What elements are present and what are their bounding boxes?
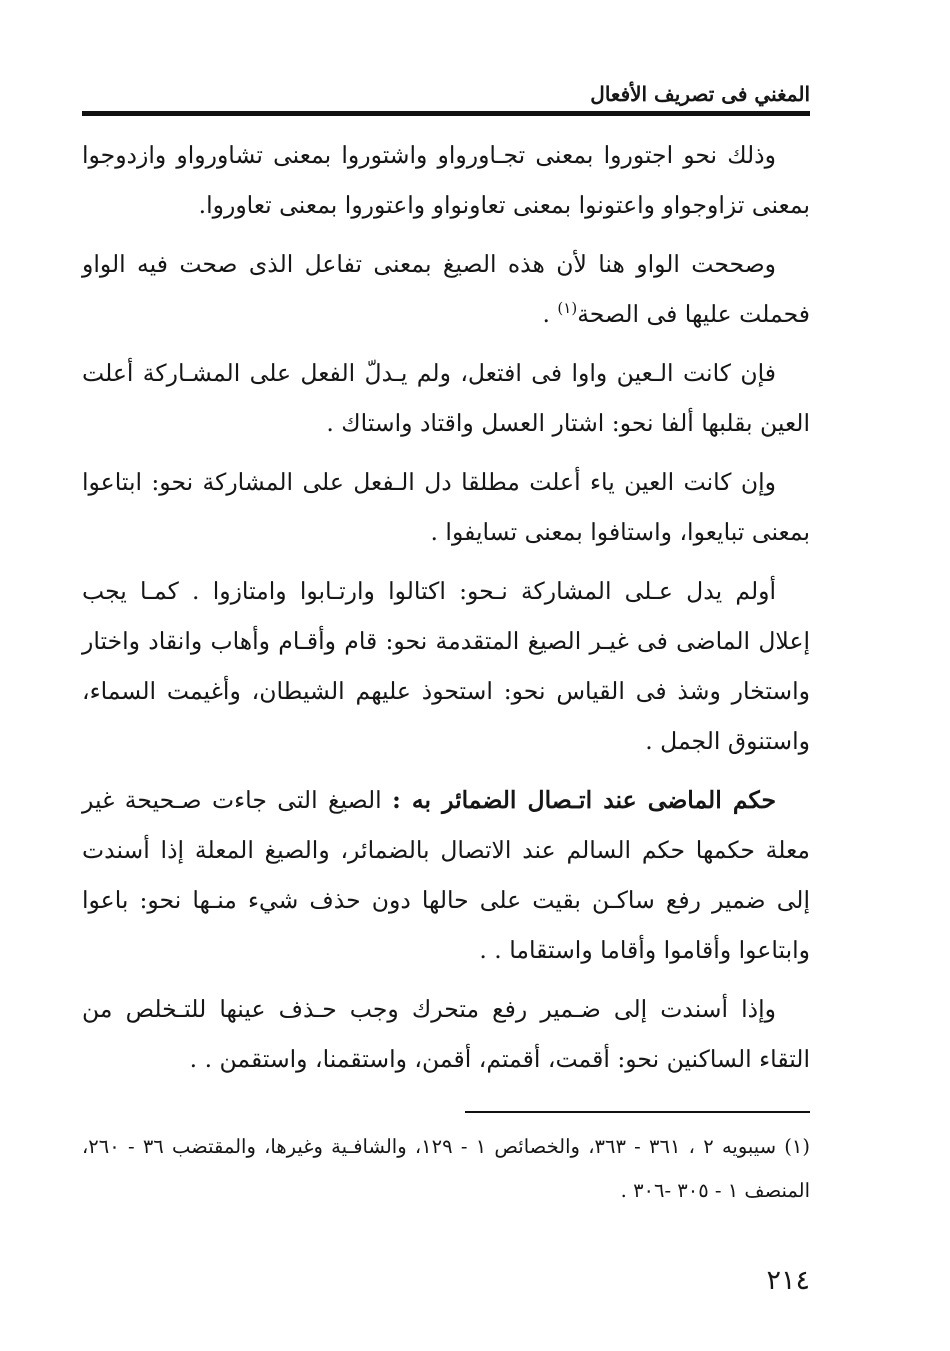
header-rule	[82, 111, 810, 116]
paragraph-3: فإن كانت الـعين واوا فى افتعل، ولم يـدلّ الفعل على المشـاركة أعلت العين بقلبها ألفا نحو: اشتار العسل واقتاد واستاك .	[82, 359, 810, 437]
section-heading: حكم الماضى عند اتـصال الضمائر به :	[392, 786, 776, 814]
page-number: ٢١٤	[766, 1265, 810, 1296]
footnote-reference: (١)	[557, 299, 578, 318]
paragraph-4: وإن كانت العين ياء أعلت مطلقا دل الـفعل على المشاركة نحو: ابتاعوا بمعنى تبايعوا، واستافوا بمعنى تسايفوا .	[82, 468, 810, 546]
paragraph-6	[82, 775, 810, 975]
running-header: المغني فى تصريف الأفعال	[590, 82, 810, 106]
paragraph-5: أولم يدل عـلى المشاركة نـحو: اكتالوا وارتـابوا وامتازوا . كمـا يجب إعلال الماضى فى غيـر الصيغ المتقدمة نحو: قام وأقـام وأهاب وانقاد واختار واستخار وشذ فى القياس نحو: استحوذ عليهم الشيطان، وأغيمت السماء، واستنوق الجمل .	[82, 577, 810, 755]
paragraph-7: وإذا أسندت إلى ضـمير رفع متحرك وجب حـذف عينها للتـخلص من التقاء الساكنين نحو: أقمت، أقمتم، أقمن، واستقمنا، واستقمن . .	[82, 995, 810, 1073]
body-text	[82, 130, 810, 1084]
paragraph-6-text: الصيغ التى جاءت صـحيحة غير معلة حكمها حكم السالم عند الاتصال بالضمائر، والصيغ المعلة إذا أسندت إلى ضمير رفع ساكـن بقيت على حالها دون حذف شيء منـها نحو: باعوا وابتاعوا وأقاموا وأقاما واستقاما . .	[82, 786, 810, 964]
footnote: (١) سيبويه ٢ ، ٣٦١ - ٣٦٣، والخصائص ١ - ١٢٩، والشافـية وغيرها، والمقتضب ٣٦ - ٢٦٠، المنصف ١ - ٣٠٥ -٣٠٦ .	[82, 1135, 810, 1202]
paragraph-2	[82, 239, 810, 339]
paragraph-2-tail: .	[542, 300, 558, 328]
paragraph-2-text: وصححت الواو هنا لأن هذه الصيغ بمعنى تفاعل الذى صحت فيه الواو فحملت عليها فى الصحة	[82, 250, 810, 328]
paragraph-1: وذلك نحو اجتوروا بمعنى تجـاورواو واشتوروا بمعنى تشاورواو وازدوجوا بمعنى تزاوجواو واعتونوا بمعنى تعاونواو واعتوروا بمعنى تعاوروا.	[82, 141, 810, 219]
footnote-rule	[465, 1111, 810, 1113]
